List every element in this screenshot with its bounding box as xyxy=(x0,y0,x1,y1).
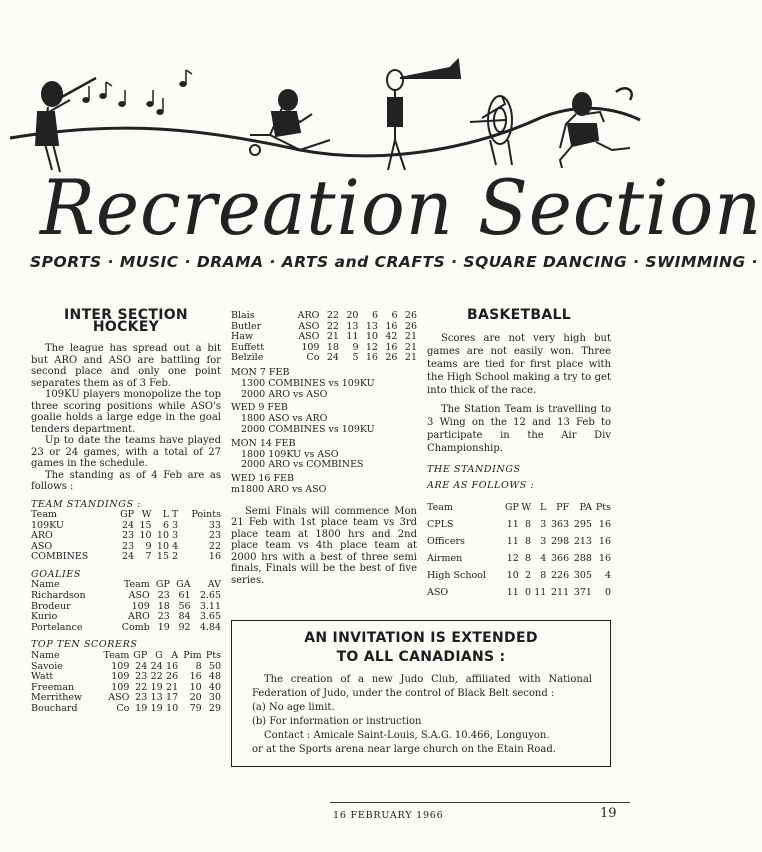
table-cell: 8 xyxy=(525,535,532,547)
table-cell: 21 xyxy=(166,681,179,693)
table-cell: W xyxy=(141,509,152,520)
top-scorers-continued-table xyxy=(231,311,417,364)
table-cell: Butler xyxy=(231,320,262,332)
table-cell: 3.65 xyxy=(199,611,221,623)
table-header-row xyxy=(31,651,221,662)
table-cell: 56 xyxy=(178,600,191,612)
table-cell: ASO xyxy=(298,331,320,343)
table-cell: GP xyxy=(155,579,170,591)
table-cell: 84 xyxy=(178,611,191,623)
table-cell: 23 xyxy=(157,590,170,602)
table-cell: ASO xyxy=(128,590,150,602)
table-cell: PA xyxy=(579,501,592,513)
table-cell: 16 xyxy=(365,352,378,364)
invitation-body xyxy=(232,667,610,757)
table-cell: 11 xyxy=(506,535,519,547)
invitation-item: (b) For information or instruction xyxy=(252,716,422,727)
table-cell: 5 xyxy=(352,352,359,364)
table-cell: 213 xyxy=(573,535,592,547)
ball-player-figure xyxy=(250,90,330,155)
table-cell: 18 xyxy=(326,341,339,353)
hockey-paragraph: 109KU players monopolize the top three scoring positions while ASO's goalie holds a large edge in the goal tenders department. xyxy=(31,389,221,435)
table-cell: 22 xyxy=(150,671,163,683)
table-cell: Team xyxy=(103,649,130,661)
table-cell: 26 xyxy=(404,310,417,321)
table-cell: GP xyxy=(120,509,135,520)
table-cell: 22 xyxy=(135,681,148,693)
music-notes xyxy=(83,70,192,114)
table-cell: 19 xyxy=(135,702,148,714)
table-cell: GA xyxy=(176,579,191,591)
table-cell: T xyxy=(171,509,179,520)
table-cell: 15 xyxy=(139,519,152,531)
table-cell: 26 xyxy=(166,671,179,683)
table-cell: 20 xyxy=(189,692,202,704)
table-row xyxy=(427,584,611,601)
table-cell: 109 xyxy=(301,341,320,353)
table-cell: 371 xyxy=(573,586,592,598)
table-cell: 21 xyxy=(404,341,417,353)
table-cell: 16 xyxy=(385,341,398,353)
page-number: 19 xyxy=(600,806,617,821)
table-cell: 16 xyxy=(598,535,611,547)
table-cell: 16 xyxy=(208,551,221,563)
schedule-game: 1300 COMBINES vs 109KU xyxy=(241,377,375,389)
table-cell: 24 xyxy=(326,352,339,364)
table-cell: Team xyxy=(31,509,57,520)
judo-invitation-box xyxy=(231,620,611,767)
table-cell: 8 xyxy=(540,569,547,581)
table-cell: 29 xyxy=(208,702,221,714)
table-cell: Portelance xyxy=(31,621,83,633)
table-cell: Co xyxy=(116,702,130,714)
schedule-game: 1800 109KU vs ASO xyxy=(241,448,339,460)
table-cell: Kurio xyxy=(31,611,58,623)
basketball-paragraph: The Station Team is travelling to 3 Wing on the 12 and 13 Feb to participate in the Air Div Championship. xyxy=(427,403,611,454)
section-title: Recreation Section xyxy=(40,163,762,252)
table-cell: 0 xyxy=(525,586,532,598)
footer-date: 16 FEBRUARY 1966 xyxy=(333,810,444,821)
table-cell: Bouchard xyxy=(31,702,78,714)
table-row xyxy=(427,567,611,584)
table-cell: 21 xyxy=(404,331,417,343)
table-cell: 2.65 xyxy=(199,590,221,602)
table-cell: ARO xyxy=(127,611,150,623)
table-row xyxy=(31,704,221,715)
goalies-table xyxy=(31,580,221,633)
table-cell: 3.11 xyxy=(199,600,221,612)
table-row xyxy=(231,311,417,322)
top-scorers-title: TOP TEN SCORERS xyxy=(31,639,138,651)
table-cell: 0 xyxy=(604,586,611,598)
table-cell: GP xyxy=(504,501,519,513)
table-cell: W xyxy=(521,501,532,513)
invitation-contact: Contact : Amicale Saint-Louis, S.A.G. 10.466, Longuyon. xyxy=(264,730,550,741)
invitation-title-line2: TO ALL CANADIANS : xyxy=(336,649,506,665)
table-cell: 23 xyxy=(135,671,148,683)
table-cell: ASO xyxy=(298,320,320,332)
table-cell: 3 xyxy=(172,530,179,542)
table-cell: 13 xyxy=(346,320,359,332)
header-banner xyxy=(0,0,762,285)
basketball-column xyxy=(427,307,611,601)
invitation-item: (a) No age limit. xyxy=(252,702,335,713)
table-cell: Team xyxy=(427,501,453,513)
schedule-date: WED 16 FEB xyxy=(231,473,294,485)
table-cell: L xyxy=(162,509,170,520)
table-cell: Co xyxy=(306,352,320,364)
table-cell: 7 xyxy=(145,551,152,563)
table-cell: 17 xyxy=(166,692,179,704)
table-cell: 9 xyxy=(145,540,152,552)
table-cell: 23 xyxy=(135,692,148,704)
table-cell: 21 xyxy=(404,352,417,364)
table-cell: 92 xyxy=(178,621,191,633)
table-cell: 6 xyxy=(371,310,378,321)
table-cell: 26 xyxy=(404,320,417,332)
table-cell: COMBINES xyxy=(31,551,89,563)
standings-title-2: ARE AS FOLLOWS : xyxy=(427,479,535,491)
table-cell: 4 xyxy=(172,540,179,552)
table-cell: 2 xyxy=(525,569,532,581)
table-cell: 295 xyxy=(573,518,592,530)
table-cell: 18 xyxy=(157,600,170,612)
table-cell: 11 xyxy=(506,586,519,598)
table-cell: 16 xyxy=(385,320,398,332)
table-cell: 30 xyxy=(208,692,221,704)
table-cell: Team xyxy=(123,579,150,591)
table-cell: Brodeur xyxy=(31,600,71,612)
table-cell: ASO xyxy=(108,692,130,704)
section-subtitle: SPORTS · MUSIC · DRAMA · ARTS and CRAFTS · SQUARE DANCING · SWIMMING · xyxy=(30,253,759,271)
table-cell: 10 xyxy=(156,540,170,552)
team-standings-table xyxy=(31,510,221,563)
basketball-standings-table xyxy=(427,499,611,601)
table-cell: CPLS xyxy=(427,518,454,530)
table-row xyxy=(427,533,611,550)
table-cell: 109 xyxy=(131,600,150,612)
flute-player-figure xyxy=(36,78,96,172)
table-cell: 305 xyxy=(573,569,592,581)
table-cell: 12 xyxy=(365,341,378,353)
table-cell: 211 xyxy=(551,586,570,598)
table-cell: 9 xyxy=(352,341,359,353)
table-cell: 4.84 xyxy=(199,621,221,633)
table-cell: 298 xyxy=(551,535,570,547)
table-cell: 4 xyxy=(604,569,611,581)
table-cell: 10 xyxy=(156,530,170,542)
goalies-title: GOALIES xyxy=(31,568,81,580)
table-cell: 24 xyxy=(121,551,135,563)
table-cell: L xyxy=(540,501,547,513)
table-cell: 3 xyxy=(540,535,547,547)
table-cell: 10 xyxy=(506,569,519,581)
table-cell: 20 xyxy=(346,310,359,321)
basketball-heading: BASKETBALL xyxy=(467,307,571,323)
semi-finals-paragraph: Semi Finals will commence Mon 21 Feb with 1st place team vs 3rd place team at 1800 hrs and 2nd place team vs 4th place team at 2000 hrs with a best of three semi finals, Finals will be the best of five series. xyxy=(231,505,417,586)
game-schedule xyxy=(231,368,417,496)
table-cell: Belzile xyxy=(231,352,264,364)
table-cell: 26 xyxy=(385,352,398,364)
table-cell: Comb xyxy=(121,621,150,633)
table-cell: 23 xyxy=(121,540,135,552)
table-cell: 42 xyxy=(385,331,398,343)
table-cell: GP xyxy=(133,649,148,661)
table-cell: A xyxy=(171,649,179,661)
hockey-paragraph: The league has spread out a bit but ARO and ASO are battling for second place and only one point separates them as of 3 Feb. xyxy=(31,343,221,389)
basketball-paragraph: Scores are not very high but games are not easily won. Three teams are tied for first place with the High School making a try to get into thick of the race. xyxy=(427,332,611,396)
table-cell: 19 xyxy=(150,681,163,693)
schedule-date: WED 9 FEB xyxy=(231,402,288,414)
table-cell: Savoie xyxy=(31,660,63,672)
table-cell: 19 xyxy=(157,621,170,633)
table-cell: 363 xyxy=(551,518,570,530)
table-cell: 10 xyxy=(189,681,202,693)
table-cell: 16 xyxy=(166,660,179,672)
table-cell: ASO xyxy=(31,540,53,552)
table-cell: 19 xyxy=(150,702,163,714)
table-cell: Richardson xyxy=(31,590,86,602)
table-cell: 109 xyxy=(111,660,130,672)
table-cell: 3 xyxy=(172,519,179,531)
table-cell: 8 xyxy=(525,552,532,564)
table-cell: 2 xyxy=(172,551,179,563)
table-row xyxy=(231,353,417,364)
schedule-date: MON 14 FEB xyxy=(231,437,296,449)
table-cell: 12 xyxy=(506,552,519,564)
table-cell: 226 xyxy=(551,569,570,581)
table-cell: G xyxy=(155,649,163,661)
table-cell: 23 xyxy=(208,530,221,542)
schedule-game: 2000 COMBINES vs 109KU xyxy=(241,423,375,435)
table-cell: 24 xyxy=(150,660,163,672)
table-cell: 11 xyxy=(346,331,359,343)
schedule-game: 1800 ASO vs ARO xyxy=(241,413,328,425)
table-cell: Pts xyxy=(205,649,221,661)
table-cell: 6 xyxy=(391,310,398,321)
table-row xyxy=(427,550,611,567)
hockey-paragraph: The standing as of 4 Feb are as follows : xyxy=(31,469,221,492)
table-cell: Merrithew xyxy=(31,692,83,704)
hockey-paragraph: Up to date the teams have played 23 or 24 games, with a total of 27 games in the schedule. xyxy=(31,435,221,469)
table-cell: 109KU xyxy=(31,519,64,531)
schedule-game: 2000 ARO vs COMBINES xyxy=(241,459,364,471)
table-cell: 109 xyxy=(111,681,130,693)
table-cell: Name xyxy=(31,579,60,591)
schedule-game: 2000 ARO vs ASO xyxy=(241,388,328,400)
table-cell: PF xyxy=(556,501,570,513)
table-cell: 3 xyxy=(540,518,547,530)
table-cell: Pim xyxy=(183,649,202,661)
table-cell: 13 xyxy=(365,320,378,332)
footer-rule xyxy=(330,802,630,803)
table-cell: 13 xyxy=(150,692,163,704)
table-cell: Blais xyxy=(231,310,255,321)
table-row xyxy=(427,516,611,533)
table-cell: Airmen xyxy=(427,552,463,564)
table-cell: 16 xyxy=(598,518,611,530)
table-cell: Watt xyxy=(31,671,54,683)
table-row xyxy=(31,552,221,563)
table-cell: 15 xyxy=(156,551,170,563)
table-cell: 16 xyxy=(598,552,611,564)
table-cell: ASO xyxy=(427,586,449,598)
table-cell: 23 xyxy=(157,611,170,623)
table-cell: 48 xyxy=(208,671,221,683)
middle-column xyxy=(231,311,417,586)
table-cell: ARO xyxy=(297,310,320,321)
table-cell: 22 xyxy=(208,540,221,552)
hockey-column xyxy=(31,307,221,715)
table-cell: Pts xyxy=(595,501,611,513)
table-cell: 366 xyxy=(551,552,570,564)
table-cell: 4 xyxy=(540,552,547,564)
table-row xyxy=(31,602,221,613)
table-cell: 21 xyxy=(326,331,339,343)
table-cell: AV xyxy=(207,579,221,591)
table-cell: Name xyxy=(31,649,60,661)
standings-title-1: THE STANDINGS xyxy=(427,463,521,475)
table-cell: 288 xyxy=(573,552,592,564)
table-cell: 109 xyxy=(111,671,130,683)
table-cell: 6 xyxy=(162,519,170,531)
table-cell: Freeman xyxy=(31,681,75,693)
banner-illustration xyxy=(0,0,650,175)
table-cell: 23 xyxy=(121,530,135,542)
table-cell: 50 xyxy=(208,660,221,672)
table-header-row xyxy=(31,510,221,521)
hockey-heading-line2: HOCKEY xyxy=(92,318,160,335)
schedule-date: MON 7 FEB xyxy=(231,366,290,378)
table-header-row xyxy=(427,499,611,516)
hockey-heading-line1: INTER SECTION xyxy=(64,307,188,323)
table-cell: 16 xyxy=(189,671,202,683)
table-cell: 10 xyxy=(365,331,378,343)
table-cell: 10 xyxy=(166,702,179,714)
table-cell: Euffett xyxy=(231,341,265,353)
table-cell: Points xyxy=(191,509,221,520)
invitation-text: The creation of a new Judo Club, affiliated with National Federation of Judo, under the control of Black Belt second : xyxy=(252,674,592,699)
table-row xyxy=(31,623,221,634)
table-cell: 40 xyxy=(208,681,221,693)
table-cell: Officers xyxy=(427,535,465,547)
table-cell: 10 xyxy=(139,530,152,542)
invitation-title-line1: AN INVITATION IS EXTENDED xyxy=(304,630,538,646)
table-cell: 22 xyxy=(326,310,339,321)
schedule-game: m1800 ARO vs ASO xyxy=(231,483,327,495)
top-scorers-table xyxy=(31,651,221,715)
table-cell: 8 xyxy=(525,518,532,530)
table-cell: 22 xyxy=(326,320,339,332)
invitation-contact: or at the Sports arena near large church on the Etain Road. xyxy=(252,744,556,755)
table-cell: 11 xyxy=(534,586,547,598)
table-cell: 24 xyxy=(135,660,148,672)
table-cell: 33 xyxy=(208,519,221,531)
table-cell: 8 xyxy=(195,660,202,672)
table-cell: 11 xyxy=(506,518,519,530)
table-cell: High School xyxy=(427,569,486,581)
team-standings-title: TEAM STANDINGS : xyxy=(31,498,141,510)
table-cell: 24 xyxy=(121,519,135,531)
table-cell: ARO xyxy=(31,530,53,542)
dancer-figure xyxy=(560,88,632,168)
table-cell: 61 xyxy=(178,590,191,602)
table-cell: 79 xyxy=(189,702,202,714)
table-cell: Haw xyxy=(231,331,254,343)
